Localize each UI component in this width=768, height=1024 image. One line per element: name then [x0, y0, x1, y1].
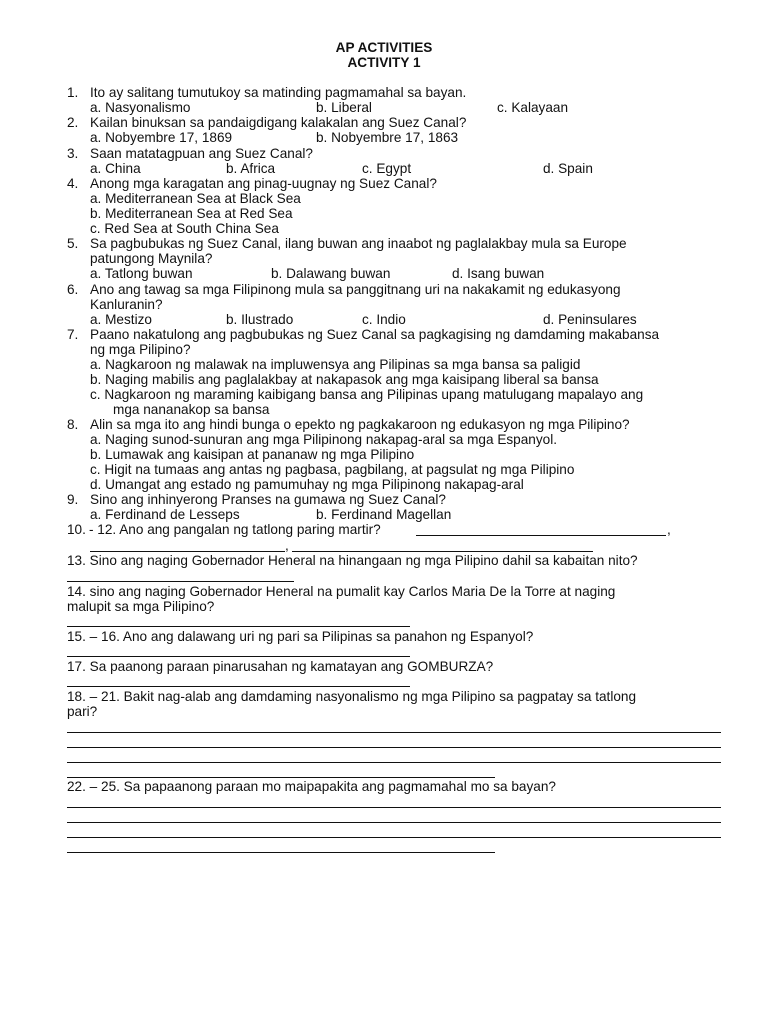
separator-comma: , [285, 538, 289, 553]
question-number: 10. [67, 522, 86, 537]
choice-c-cont: mga nananakop sa bansa [113, 402, 270, 417]
page-title: AP ACTIVITIES [335, 40, 433, 55]
choice-c: d. Isang buwan [452, 266, 545, 281]
question-number: 3. [67, 146, 79, 161]
choice-a: a. Mediterranean Sea at Black Sea [90, 191, 301, 206]
question-number: 1. [67, 85, 79, 100]
choice-a: a. Tatlong buwan [90, 266, 193, 281]
choice-b: b. Dalawang buwan [271, 266, 391, 281]
answer-line[interactable] [67, 762, 721, 763]
choice-d: d. Umangat ang estado ng pamumuhay ng mga Pilipinong nakapag-aral [90, 477, 524, 492]
question-text: 22. – 25. Sa papaanong paraan mo maipapakita ang pagmamahal mo sa bayan? [67, 779, 556, 794]
question-text: Kailan binuksan sa pandaigdigang kalakalan ang Suez Canal? [90, 115, 467, 130]
question-text-cont: pari? [67, 704, 98, 719]
choice-a: a. China [90, 161, 141, 176]
answer-line[interactable] [67, 822, 721, 823]
choice-a: a. Nasyonalismo [90, 100, 191, 115]
answer-line[interactable] [90, 551, 285, 552]
choice-b: b. Ilustrado [226, 312, 294, 327]
answer-line[interactable] [67, 837, 721, 838]
page-subtitle: ACTIVITY 1 [347, 55, 421, 70]
choice-b: b. Lumawak ang kaisipan at pananaw ng mga Pilipino [90, 447, 415, 462]
question-text: 14. sino ang naging Gobernador Heneral na pumalit kay Carlos Maria De la Torre at naging [67, 584, 616, 599]
choice-b: b. Nobyembre 17, 1863 [316, 130, 459, 145]
choice-b: b. Ferdinand Magellan [316, 507, 452, 522]
choice-d: d. Spain [543, 161, 593, 176]
answer-line[interactable] [67, 686, 410, 687]
question-text-cont: patungong Maynila? [90, 251, 213, 266]
choice-c: c. Higit na tumaas ang antas ng pagbasa, pagbilang, at pagsulat ng mga Pilipino [90, 462, 575, 477]
question-text: Alin sa mga ito ang hindi bunga o epekto ng pagkakaroon ng edukasyon ng mga Pilipino? [90, 417, 630, 432]
question-text: Ano ang tawag sa mga Filipinong mula sa panggitnang uri na nakakamit ng edukasyong [90, 282, 621, 297]
choice-b: b. Liberal [316, 100, 372, 115]
question-number: 7. [67, 327, 79, 342]
question-text-cont: malupit sa mga Pilipino? [67, 599, 215, 614]
question-text: Ito ay salitang tumutukoy sa matinding pagmamahal sa bayan. [90, 85, 467, 100]
answer-line[interactable] [67, 747, 721, 748]
choice-a: a. Naging sunod-sunuran ang mga Pilipinong nakapag-aral sa mga Espanyol. [90, 432, 558, 447]
question-number: 4. [67, 176, 79, 191]
choice-c: c. Red Sea at South China Sea [90, 221, 279, 236]
question-number: 9. [67, 492, 79, 507]
question-number: 5. [67, 236, 79, 251]
choice-b: b. Africa [226, 161, 276, 176]
choice-c: c. Egypt [362, 161, 412, 176]
answer-line[interactable] [416, 535, 666, 536]
question-text: Sa pagbubukas ng Suez Canal, ilang buwan ang inaabot ng paglalakbay mula sa Europe [90, 236, 627, 251]
question-text-cont: ng mga Pilipino? [90, 342, 191, 357]
choice-c: c. Nagkaroon ng maraming kaibigang bansa ang Pilipinas upang matulugang mapalayo ang [90, 387, 644, 402]
choice-b: b. Naging mabilis ang paglalakbay at nakapasok ang mga kaisipang liberal sa bansa [90, 372, 599, 387]
question-text: Sino ang inhinyerong Pranses na gumawa ng Suez Canal? [90, 492, 446, 507]
question-number: 2. [67, 115, 79, 130]
choice-d: d. Peninsulares [543, 312, 637, 327]
choice-a: a. Mestizo [90, 312, 152, 327]
question-text: Paano nakatulong ang pagbubukas ng Suez Canal sa pagkagising ng damdaming makabansa [90, 327, 660, 342]
question-text: 18. – 21. Bakit nag-alab ang damdaming nasyonalismo ng mga Pilipino sa pagpatay sa tatlong [67, 689, 637, 704]
question-text-cont: Kanluranin? [90, 297, 163, 312]
choice-a: a. Ferdinand de Lesseps [90, 507, 240, 522]
separator-comma: , [667, 522, 671, 537]
choice-a: a. Nagkaroon ng malawak na impluwensya ang Pilipinas sa mga bansa sa paligid [90, 357, 581, 372]
answer-line[interactable] [67, 626, 410, 627]
question-number: 6. [67, 282, 79, 297]
choice-c: c. Indio [362, 312, 406, 327]
question-text: 13. Sino ang naging Gobernador Heneral na hinangaan ng mga Pilipino dahil sa kabaitan nito? [67, 553, 638, 568]
question-text: Anong mga karagatan ang pinag-uugnay ng Suez Canal? [90, 176, 437, 191]
answer-line[interactable] [67, 732, 721, 733]
answer-line[interactable] [67, 656, 410, 657]
choice-c: c. Kalayaan [497, 100, 569, 115]
question-text: Saan matatagpuan ang Suez Canal? [90, 146, 313, 161]
question-text: 17. Sa paanong paraan pinarusahan ng kamatayan ang GOMBURZA? [67, 659, 494, 674]
answer-line[interactable] [67, 807, 721, 808]
answer-line[interactable] [67, 852, 495, 853]
answer-line[interactable] [67, 777, 495, 778]
choice-b: b. Mediterranean Sea at Red Sea [90, 206, 293, 221]
question-number: 8. [67, 417, 79, 432]
question-text: 15. – 16. Ano ang dalawang uri ng pari sa Pilipinas sa panahon ng Espanyol? [67, 629, 534, 644]
answer-line[interactable] [67, 581, 294, 582]
question-text: - 12. Ano ang pangalan ng tatlong paring martir? [89, 522, 381, 537]
answer-line[interactable] [292, 551, 593, 552]
choice-a: a. Nobyembre 17, 1869 [90, 130, 233, 145]
